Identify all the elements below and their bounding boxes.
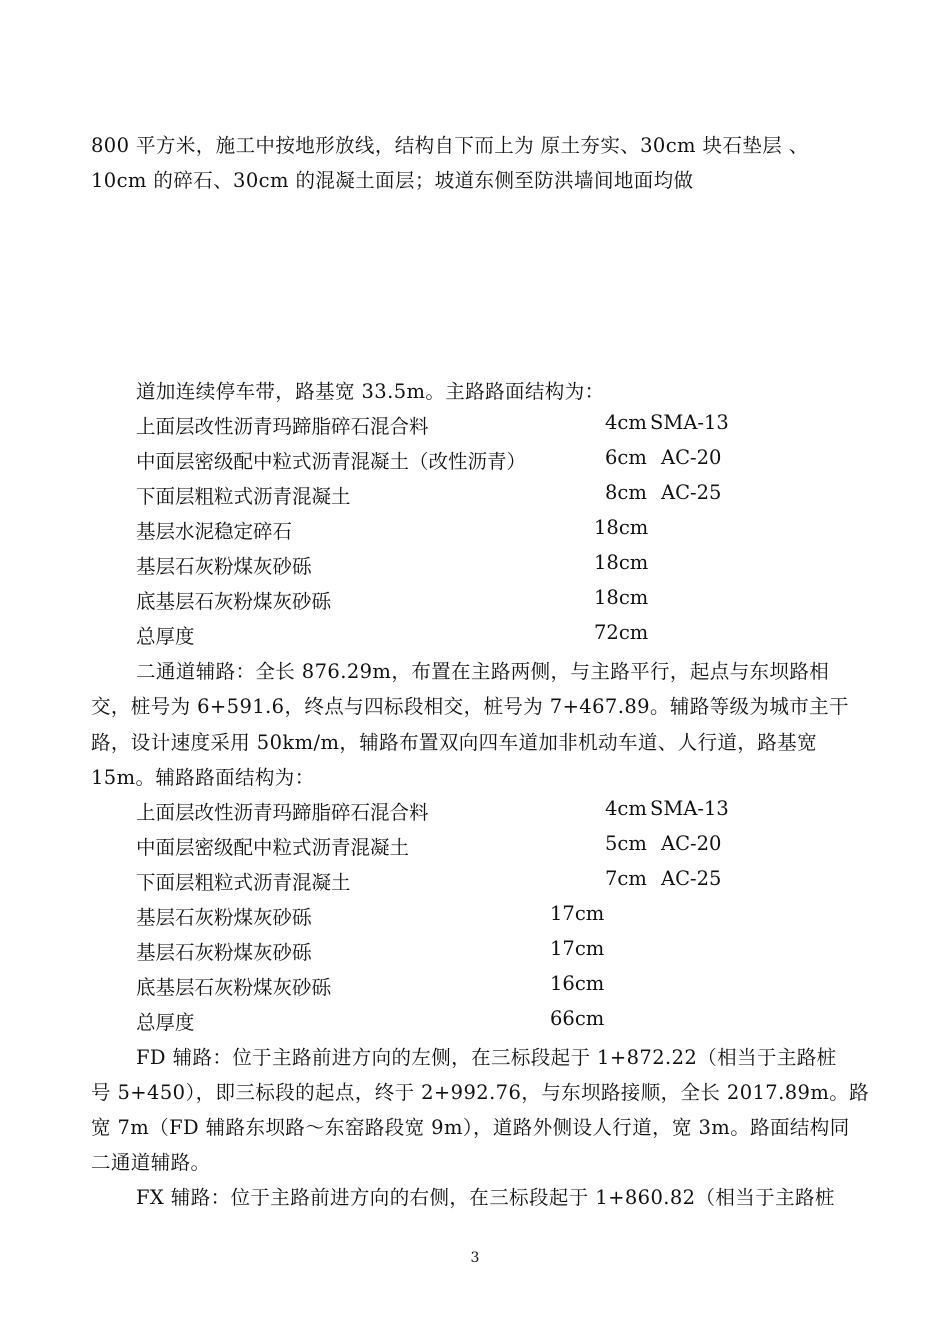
layer-code: AC-20 [661, 832, 722, 855]
text-line: 交，桩号为 6+591.6，终点与四标段相交，桩号为 7+467.89。辅路等级为城市主干 [91, 695, 849, 718]
table-row [136, 551, 312, 579]
table-row [136, 516, 292, 544]
text-line: 道加连续停车带，路基宽 33.5m。主路路面结构为： [136, 380, 605, 403]
table-row [136, 832, 409, 860]
text-line: 二通道辅路。 [91, 1151, 211, 1174]
layer-thickness: 4cm [605, 797, 647, 820]
layer-name: 基层水泥稳定碎石 [136, 520, 293, 543]
layer-code: AC-20 [661, 446, 722, 469]
layer-thickness: 5cm [605, 832, 647, 855]
table-row [136, 902, 312, 930]
text-line: 10cm 的碎石、30cm 的混凝土面层；坡道东侧至防洪墙间地面均做 [91, 169, 694, 192]
text-line: 15m。辅路路面结构为： [91, 766, 315, 789]
table-row [136, 797, 429, 825]
text-line: 二通道辅路：全长 876.29m，布置在主路两侧，与主路平行，起点与东坝路相 [136, 660, 830, 683]
layer-name: 基层石灰粉煤灰砂砾 [136, 555, 312, 578]
layer-thickness: 18cm [594, 586, 649, 609]
layer-thickness: 18cm [594, 516, 649, 539]
layer-code: AC-25 [661, 481, 722, 504]
layer-name: 基层石灰粉煤灰砂砾 [136, 906, 312, 929]
layer-thickness: 18cm [594, 551, 649, 574]
layer-thickness: 8cm [605, 481, 647, 504]
table-row [136, 937, 312, 965]
layer-thickness: 66cm [550, 1007, 605, 1030]
table-row [136, 867, 351, 895]
table-row [136, 972, 331, 1000]
layer-code: AC-25 [661, 867, 722, 890]
layer-thickness: 6cm [605, 446, 647, 469]
layer-thickness: 7cm [605, 867, 647, 890]
layer-code: SMA-13 [650, 797, 729, 820]
layer-thickness: 72cm [594, 621, 649, 644]
layer-name: 下面层粗粒式沥青混凝土 [136, 871, 351, 894]
layer-thickness: 16cm [550, 972, 605, 995]
text-line: 号 5+450），即三标段的起点，终于 2+992.76，与东坝路接顺，全长 2017.89m。路 [91, 1081, 870, 1104]
table-row [136, 446, 526, 474]
layer-name: 上面层改性沥青玛蹄脂碎石混合料 [136, 415, 429, 438]
layer-code: SMA-13 [650, 411, 729, 434]
page-number: 3 [470, 1250, 480, 1266]
text-line: FD 辅路：位于主路前进方向的左侧，在三标段起于 1+872.22（相当于主路桩 [136, 1046, 837, 1069]
table-row [136, 1007, 195, 1035]
text-line: 800 平方米，施工中按地形放线，结构自下而上为 原土夯实、30cm 块石垫层 、 [91, 134, 809, 157]
table-row [136, 411, 429, 439]
layer-name: 底基层石灰粉煤灰砂砾 [136, 590, 332, 613]
layer-thickness: 17cm [550, 937, 605, 960]
layer-thickness: 4cm [605, 411, 647, 434]
layer-thickness: 17cm [550, 902, 605, 925]
layer-name: 总厚度 [136, 1011, 195, 1034]
text-line: 宽 7m（FD 辅路东坝路～东窑路段宽 9m），道路外侧设人行道，宽 3m。路面结构同 [91, 1116, 850, 1139]
layer-name: 下面层粗粒式沥青混凝土 [136, 485, 351, 508]
table-row [136, 621, 195, 649]
table-row [136, 481, 351, 509]
layer-name: 总厚度 [136, 625, 195, 648]
layer-name: 中面层密级配中粒式沥青混凝土 [136, 836, 410, 859]
layer-name: 中面层密级配中粒式沥青混凝土（改性沥青） [136, 450, 527, 473]
table-row [136, 586, 331, 614]
text-line: FX 辅路：位于主路前进方向的右侧，在三标段起于 1+860.82（相当于主路桩 [136, 1186, 835, 1209]
text-line: 路，设计速度采用 50km/m，辅路布置双向四车道加非机动车道、人行道，路基宽 [91, 731, 817, 754]
layer-name: 上面层改性沥青玛蹄脂碎石混合料 [136, 801, 429, 824]
layer-name: 底基层石灰粉煤灰砂砾 [136, 976, 332, 999]
layer-name: 基层石灰粉煤灰砂砾 [136, 941, 312, 964]
